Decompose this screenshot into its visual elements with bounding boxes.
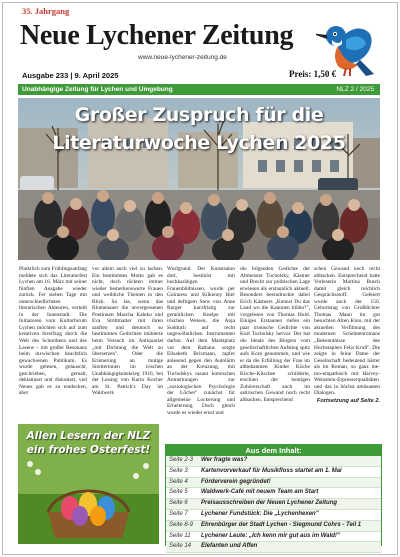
toc-item[interactable] [166,542,381,553]
toc-title: Wer fragte was? [201,457,248,463]
toc-page: Seite 6 [169,500,188,507]
article-text: schen Gewand noch recht altbacken. Entsprechend hatte Vorleserin Martina Busch damit gleich reichlich Gesprächsstoff. Gefeiert wurde auch der 150. Geburtstag von Großdichter Thomas Mann im gut besuchten Alten Kino, mit der aktuellen Verfilmung des modernen Schelmenromans „Bekenntnisse des Hochstaplers Felix Krull". Die zeigte in feine Dame der Gesellschaft bedeutend härter als im Roman, so ganz me-too-empathisch mit Harvey-Weinstein-Erpresserqualitäten und das in höchst amüsanten Dialogen. [314,266,380,397]
issue-date: Ausgabe 233 | 9. April 2025 [22,71,119,80]
lead-headline-line1: Großer Zuspruch für die [74,104,324,126]
tagline-bar [18,84,380,95]
toc-item[interactable] [166,499,381,510]
toc-title: Preisausschreiben der Neuen Lychener Zeitung [201,500,338,507]
toc-page: Seite 8-9 [169,521,194,528]
easter-greeting-ad [18,424,159,544]
toc-item[interactable] [166,510,381,521]
toc-item[interactable] [166,521,381,532]
toc-title: Kartenvorverkauf für Musikfloss startet am 1. Mai [201,467,342,474]
article-column-2 [92,266,163,397]
article-text: Pünktlich zum Frühlingsanfang meldete sich das Literaturfest Lychen am 16. März mit seiner fünften Ausgabe wieder zurück. Fer sieben Tage mit unterschiedlichsten literarischen Akteuren, verteilt in der Innenstadt. Die Initiatoren vom Kulturforum Lychen möchten sich auf zum kreativen Streifzug durch die Welt des Schreibens und des Lesens – mit großer Resonanz beim inzwischen beachtlich gewachsenen Publikum. Es wurde gelesen, gelauscht, geschrieben, gemalt, deklamiert und diskutiert, viel Neues gab es zu entdecken, aber [19,266,87,397]
toc-heading: Aus dem Inhalt: [166,445,381,456]
newspaper-title: Neue Lychener Zeitung [20,20,294,51]
toc-title: Förderverein gegründet! [201,478,271,485]
article-text: vor allem auch viel zu lachen. Ein bestimmtes Motto gab es nicht, doch rückten immer wieder bemerkenswerte Frauen und weibliche Themen in den Blick. So las, wenn das Blumenauer die unvergessenen Poetinnen Mascha Kaleko und Eva Strittmatter mit ihren sanften und dennoch so bestimmten Gedichten mühlerte beim Versuch im Antiquariat „mit Dichtung die Welt zu übersetzen". Oder die Erinnerung an mutige Streiterinnen im irischen Unabhängigkeitskrieg 1916, bei der Lesung von Karin Kocher am St. Patrick's Day im Waldwerk [92,266,163,397]
toc-page: Seite 2-3 [169,457,194,463]
toc-title: Ehrenbürger der Stadt Lychen - Siegmund Cohrs - Teil 1 [201,521,362,528]
article-column-1 [19,266,87,397]
toc-title: Lychener Leute: „Ich kenn mir gut aus im Wald!" [201,532,340,539]
toc-title: Waldwerk-Café mit neuem Team am Start [201,489,319,496]
volume-label: 35. Jahrgang [22,6,70,16]
article-column-5 [314,266,380,404]
continued-link[interactable]: Fortsetzung auf Seite 2. [316,397,380,404]
toc-page: Seite 5 [169,489,188,496]
price-label: Preis: 1,50 € [289,69,337,79]
table-of-contents [165,444,382,550]
toc-item[interactable] [166,456,381,467]
toc-page: Seite 3 [169,467,188,474]
toc-item[interactable] [166,532,381,543]
toc-title: Elefanten und Affen [201,543,258,550]
article-column-3 [167,266,235,417]
toc-list [166,456,381,553]
toc-item[interactable] [166,478,381,489]
toc-item[interactable] [166,488,381,499]
toc-item[interactable] [166,467,381,478]
issue-number: NLZ 2 / 2025 [336,85,374,93]
easter-eggs-illustration [18,424,159,544]
toc-page: Seite 11 [169,532,191,539]
lead-headline-line2: Literaturwoche Lychen 2025 [52,132,346,154]
website-url[interactable]: www.neue-lychener-zeitung.de [138,54,227,61]
toc-page: Seite 14 [169,543,192,550]
toc-page: Seite 4 [169,478,188,485]
tagline: Unabhängige Zeitung für Lychen und Umgebung [22,85,173,93]
toc-page: Seite 7 [169,510,188,517]
easter-greeting-line2: ein frohes Osterfest! [26,444,151,456]
lead-photo [18,98,380,260]
easter-greeting-line1: Allen Lesern der NLZ [26,430,151,442]
kingfisher-logo-icon [316,14,378,78]
article-column-4 [240,266,310,403]
toc-title: Lychener Fundstück: Die „Lychenhexen" [201,510,319,517]
article-text: die folgenden Gedichte der Altmeister Tucholsky, Kästner und Brecht zur politischen Lage erwiesen als erstaunlich aktuell. Besonders beeindruckte dabei Erich Kästners „Kennst Du das Land wo die Kanonen blühn?", vorgelesen von Thomas Hold. Einiges Erstaunen riefen ein paar ironische Gedichte von Kurt Tucholsky hervor. Der hat die Ideale des Bürgers vom gesellschaftlichen Aufstieg spitz aufs Korn genommen, und wie er da die Erfüllung der Frau im altbekannten Kinder Küche Kirche-Klischee schilderte, erschien der heutigen Zuhörerschaft auch im satirischen Gewand noch recht altbacken. Entsprechend [240,266,310,403]
article-text: Wurlgrund. Der Kunstsalon dort, bestückt mit hochkarätigen Frauenbildnissen, wurde per Guinness und Kilkenny Bier und deftigem Stew von Anne Burger kurzfristig zur gemütlichen Kneipe mit irischen Weisen, die Anja Sudduch auf recht ungewöhnlichen Instrumenten darbot. Auf dem Marktplatz vor dem Rathaus sorgte Elisabeth Brixmann, tapfer anlesend gegen den Autolärm an der Kreuzung, mit Tucholskys rasant komischen Anmerkungen zur „soziologischen Psychologie der Löcher" zunächst für allgemeine Lockerung und Erheiterung. Doch gleich wurde es wieder ernst und [167,266,235,417]
